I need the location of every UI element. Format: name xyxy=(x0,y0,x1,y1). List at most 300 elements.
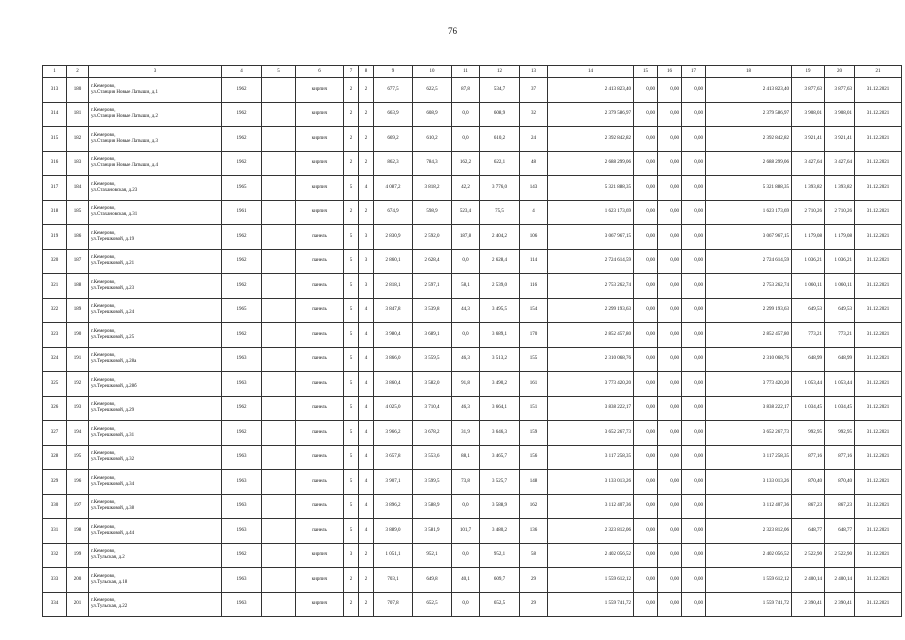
table-row xyxy=(43,323,902,348)
residents-count-cell: 148 xyxy=(520,470,548,495)
cost-cell-16: 0,00 xyxy=(658,519,682,544)
residential-area-cell: 3 588,9 xyxy=(480,494,520,519)
cost-cell-15: 0,00 xyxy=(634,568,658,593)
cost-cell-16: 0,00 xyxy=(658,200,682,225)
max-unit-cost-cell: 2 390,41 xyxy=(825,592,855,617)
residents-count-cell: 32 xyxy=(520,102,548,127)
table-row xyxy=(43,249,902,274)
item-number-cell: 201 xyxy=(67,592,89,617)
entrances-cell: 2 xyxy=(359,592,374,617)
residential-area-cell: 75,5 xyxy=(480,200,520,225)
address-city: г.Кемерово, xyxy=(91,475,116,481)
unit-cost-cell: 3 427,64 xyxy=(792,151,825,176)
max-unit-cost-cell: 877,16 xyxy=(825,445,855,470)
unit-cost-cell: 3 877,63 xyxy=(792,78,825,103)
floors-cell: 5 xyxy=(344,470,359,495)
wall-material-cell: панель xyxy=(296,494,344,519)
premises-area-cell: 598,9 xyxy=(413,200,452,225)
total-cost-cell: 2 310 068,76 xyxy=(548,347,634,372)
column-header-14: 14 xyxy=(548,66,634,78)
completion-date-cell: 31.12.2021 xyxy=(855,445,902,470)
column-header-20: 20 xyxy=(825,66,855,78)
completion-date-cell: 31.12.2021 xyxy=(855,151,902,176)
year-built-cell: 1962 xyxy=(222,274,262,299)
address-city: г.Кемерово, xyxy=(91,426,116,432)
address-cell xyxy=(89,421,222,446)
total-area-cell: 2 830,9 xyxy=(374,225,413,250)
residents-count-cell: 143 xyxy=(520,176,548,201)
table-row xyxy=(43,78,902,103)
completion-date-cell: 31.12.2021 xyxy=(855,470,902,495)
nonresidential-area-cell: 0,0 xyxy=(452,102,480,127)
address-city: г.Кемерово, xyxy=(91,451,116,457)
floors-cell: 5 xyxy=(344,274,359,299)
residents-count-cell: 155 xyxy=(520,347,548,372)
cost-cell-15: 0,00 xyxy=(634,78,658,103)
total-cost-cell: 2 852 457,80 xyxy=(548,323,634,348)
cost-cell-17: 0,00 xyxy=(682,494,706,519)
column-header-21: 21 xyxy=(855,66,902,78)
floors-cell: 5 xyxy=(344,494,359,519)
empty-cell xyxy=(262,151,296,176)
cost-cell-17: 0,00 xyxy=(682,519,706,544)
column-header-9: 9 xyxy=(374,66,413,78)
wall-material-cell: кирпич xyxy=(296,78,344,103)
year-built-cell: 1962 xyxy=(222,151,262,176)
max-unit-cost-cell: 1 060,11 xyxy=(825,274,855,299)
address-street: ул.Терешковой, д.24 xyxy=(91,310,135,316)
repair-cost-cell: 3 773 420,20 xyxy=(706,372,792,397)
cost-cell-16: 0,00 xyxy=(658,421,682,446)
wall-material-cell: панель xyxy=(296,421,344,446)
residential-area-cell: 3 513,2 xyxy=(480,347,520,372)
residential-area-cell: 3 664,1 xyxy=(480,396,520,421)
item-number-cell: 194 xyxy=(67,421,89,446)
address-street: ул.Терешковой, д.25 xyxy=(91,334,135,340)
completion-date-cell: 31.12.2021 xyxy=(855,347,902,372)
empty-cell xyxy=(262,494,296,519)
cost-cell-16: 0,00 xyxy=(658,494,682,519)
repair-cost-cell: 5 321 888,35 xyxy=(706,176,792,201)
column-header-8: 8 xyxy=(359,66,374,78)
completion-date-cell: 31.12.2021 xyxy=(855,323,902,348)
year-built-cell: 1963 xyxy=(222,445,262,470)
entrances-cell: 3 xyxy=(359,274,374,299)
item-number-cell: 200 xyxy=(67,568,89,593)
residential-area-cell: 534,7 xyxy=(480,78,520,103)
cost-cell-15: 0,00 xyxy=(634,494,658,519)
unit-cost-cell: 2 390,41 xyxy=(792,592,825,617)
total-area-cell: 707,8 xyxy=(374,592,413,617)
total-area-cell: 674,9 xyxy=(374,200,413,225)
premises-area-cell: 3 553,6 xyxy=(413,445,452,470)
cost-cell-16: 0,00 xyxy=(658,396,682,421)
entrances-cell: 3 xyxy=(359,249,374,274)
address-city: г.Кемерово, xyxy=(91,83,116,89)
wall-material-cell: кирпич xyxy=(296,568,344,593)
cost-cell-17: 0,00 xyxy=(682,151,706,176)
premises-area-cell: 3 559,5 xyxy=(413,347,452,372)
completion-date-cell: 31.12.2021 xyxy=(855,519,902,544)
table-row xyxy=(43,176,902,201)
table-row xyxy=(43,225,902,250)
total-cost-cell: 2 402 056,52 xyxy=(548,543,634,568)
cost-cell-16: 0,00 xyxy=(658,225,682,250)
premises-area-cell: 610,2 xyxy=(413,127,452,152)
repair-cost-cell: 3 067 967,15 xyxy=(706,225,792,250)
cost-cell-16: 0,00 xyxy=(658,78,682,103)
repair-cost-cell: 2 392 842,82 xyxy=(706,127,792,152)
empty-cell xyxy=(262,470,296,495)
completion-date-cell: 31.12.2021 xyxy=(855,102,902,127)
row-number-cell: 328 xyxy=(43,445,67,470)
wall-material-cell: панель xyxy=(296,519,344,544)
total-area-cell: 4 087,2 xyxy=(374,176,413,201)
total-area-cell: 4 025,0 xyxy=(374,396,413,421)
cost-cell-15: 0,00 xyxy=(634,274,658,299)
cost-cell-15: 0,00 xyxy=(634,249,658,274)
empty-cell xyxy=(262,592,296,617)
row-number-cell: 314 xyxy=(43,102,67,127)
max-unit-cost-cell: 2 522,90 xyxy=(825,543,855,568)
year-built-cell: 1963 xyxy=(222,494,262,519)
max-unit-cost-cell: 2 400,14 xyxy=(825,568,855,593)
premises-area-cell: 3 582,0 xyxy=(413,372,452,397)
cost-cell-17: 0,00 xyxy=(682,274,706,299)
item-number-cell: 199 xyxy=(67,543,89,568)
column-header-12: 12 xyxy=(480,66,520,78)
completion-date-cell: 31.12.2021 xyxy=(855,127,902,152)
address-city: г.Кемерово, xyxy=(91,132,116,138)
row-number-cell: 330 xyxy=(43,494,67,519)
address-city: г.Кемерово, xyxy=(91,230,116,236)
nonresidential-area-cell: 87,8 xyxy=(452,78,480,103)
residential-area-cell: 622,1 xyxy=(480,151,520,176)
unit-cost-cell: 992,95 xyxy=(792,421,825,446)
address-street: ул.Терешковой, д.29 xyxy=(91,408,135,414)
total-area-cell: 3 866,0 xyxy=(374,347,413,372)
item-number-cell: 191 xyxy=(67,347,89,372)
max-unit-cost-cell: 3 877,63 xyxy=(825,78,855,103)
cost-cell-17: 0,00 xyxy=(682,176,706,201)
completion-date-cell: 31.12.2021 xyxy=(855,543,902,568)
total-cost-cell: 2 299 193,63 xyxy=(548,298,634,323)
year-built-cell: 1963 xyxy=(222,372,262,397)
year-built-cell: 1962 xyxy=(222,127,262,152)
column-header-6: 6 xyxy=(296,66,344,78)
max-unit-cost-cell: 1 036,21 xyxy=(825,249,855,274)
total-cost-cell: 3 773 420,20 xyxy=(548,372,634,397)
floors-cell: 2 xyxy=(344,151,359,176)
address-street: ул.Терешковой, д.34 xyxy=(91,481,135,487)
cost-cell-16: 0,00 xyxy=(658,298,682,323)
max-unit-cost-cell: 870,40 xyxy=(825,470,855,495)
empty-cell xyxy=(262,396,296,421)
address-city: г.Кемерово, xyxy=(91,181,116,187)
cost-cell-17: 0,00 xyxy=(682,421,706,446)
year-built-cell: 1963 xyxy=(222,470,262,495)
floors-cell: 2 xyxy=(344,78,359,103)
residents-count-cell: 4 xyxy=(520,200,548,225)
address-cell xyxy=(89,494,222,519)
total-cost-cell: 2 379 586,97 xyxy=(548,102,634,127)
page-number: 76 xyxy=(448,26,457,36)
address-city: г.Кемерово, xyxy=(91,500,116,506)
address-street: ул.Терешковой, д.28а xyxy=(91,359,137,365)
premises-area-cell: 3 539,8 xyxy=(413,298,452,323)
row-number-cell: 334 xyxy=(43,592,67,617)
total-area-cell: 862,3 xyxy=(374,151,413,176)
repair-cost-cell: 1 559 612,12 xyxy=(706,568,792,593)
floors-cell: 5 xyxy=(344,225,359,250)
address-city: г.Кемерово, xyxy=(91,108,116,114)
address-cell xyxy=(89,396,222,421)
item-number-cell: 181 xyxy=(67,102,89,127)
table-row xyxy=(43,592,902,617)
address-cell xyxy=(89,470,222,495)
table-row xyxy=(43,470,902,495)
address-cell xyxy=(89,445,222,470)
year-built-cell: 1962 xyxy=(222,249,262,274)
residential-area-cell: 3 495,5 xyxy=(480,298,520,323)
unit-cost-cell: 649,53 xyxy=(792,298,825,323)
row-number-cell: 315 xyxy=(43,127,67,152)
housing-register-table xyxy=(42,65,902,617)
cost-cell-17: 0,00 xyxy=(682,323,706,348)
item-number-cell: 198 xyxy=(67,519,89,544)
cost-cell-15: 0,00 xyxy=(634,592,658,617)
nonresidential-area-cell: 0,0 xyxy=(452,494,480,519)
total-cost-cell: 2 413 823,40 xyxy=(548,78,634,103)
column-header-3: 3 xyxy=(89,66,222,78)
year-built-cell: 1963 xyxy=(222,592,262,617)
total-cost-cell: 3 133 013,26 xyxy=(548,470,634,495)
column-header-5: 5 xyxy=(262,66,296,78)
residents-count-cell: 29 xyxy=(520,592,548,617)
item-number-cell: 188 xyxy=(67,274,89,299)
table-row xyxy=(43,396,902,421)
repair-cost-cell: 2 379 586,97 xyxy=(706,102,792,127)
premises-area-cell: 3 588,9 xyxy=(413,494,452,519)
cost-cell-15: 0,00 xyxy=(634,372,658,397)
premises-area-cell: 3 678,2 xyxy=(413,421,452,446)
address-street: ул.Терешковой, д.19 xyxy=(91,236,135,242)
cost-cell-15: 0,00 xyxy=(634,396,658,421)
premises-area-cell: 784,3 xyxy=(413,151,452,176)
residential-area-cell: 2 628,4 xyxy=(480,249,520,274)
address-city: г.Кемерово, xyxy=(91,304,116,310)
address-city: г.Кемерово, xyxy=(91,157,116,163)
unit-cost-cell: 1 053,44 xyxy=(792,372,825,397)
residents-count-cell: 114 xyxy=(520,249,548,274)
residents-count-cell: 161 xyxy=(520,372,548,397)
table-row xyxy=(43,151,902,176)
address-cell xyxy=(89,323,222,348)
floors-cell: 5 xyxy=(344,372,359,397)
item-number-cell: 182 xyxy=(67,127,89,152)
wall-material-cell: панель xyxy=(296,323,344,348)
table-row xyxy=(43,102,902,127)
address-street: ул.Тульская, д.22 xyxy=(91,604,128,610)
nonresidential-area-cell: 162,2 xyxy=(452,151,480,176)
residential-area-cell: 2 404,2 xyxy=(480,225,520,250)
row-number-cell: 320 xyxy=(43,249,67,274)
repair-cost-cell: 1 623 173,69 xyxy=(706,200,792,225)
cost-cell-15: 0,00 xyxy=(634,102,658,127)
total-area-cell: 3 847,8 xyxy=(374,298,413,323)
repair-cost-cell: 3 133 013,26 xyxy=(706,470,792,495)
cost-cell-15: 0,00 xyxy=(634,176,658,201)
column-header-13: 13 xyxy=(520,66,548,78)
cost-cell-16: 0,00 xyxy=(658,127,682,152)
repair-cost-cell: 3 652 267,73 xyxy=(706,421,792,446)
premises-area-cell: 2 628,4 xyxy=(413,249,452,274)
year-built-cell: 1962 xyxy=(222,102,262,127)
residents-count-cell: 29 xyxy=(520,568,548,593)
address-street: ул.Станция Новые Латыши, д.2 xyxy=(91,114,158,120)
repair-cost-cell: 3 112 407,36 xyxy=(706,494,792,519)
address-city: г.Кемерово, xyxy=(91,328,116,334)
cost-cell-15: 0,00 xyxy=(634,519,658,544)
residential-area-cell: 3 465,7 xyxy=(480,445,520,470)
year-built-cell: 1962 xyxy=(222,78,262,103)
address-cell xyxy=(89,176,222,201)
wall-material-cell: панель xyxy=(296,298,344,323)
address-street: ул.Терешковой, д.38 xyxy=(91,506,135,512)
residential-area-cell: 610,2 xyxy=(480,127,520,152)
cost-cell-16: 0,00 xyxy=(658,372,682,397)
unit-cost-cell: 2 710,26 xyxy=(792,200,825,225)
nonresidential-area-cell: 0,0 xyxy=(452,127,480,152)
nonresidential-area-cell: 44,3 xyxy=(452,298,480,323)
total-cost-cell: 2 724 614,59 xyxy=(548,249,634,274)
max-unit-cost-cell: 1 053,44 xyxy=(825,372,855,397)
nonresidential-area-cell: 101,7 xyxy=(452,519,480,544)
cost-cell-17: 0,00 xyxy=(682,372,706,397)
floors-cell: 5 xyxy=(344,445,359,470)
completion-date-cell: 31.12.2021 xyxy=(855,225,902,250)
nonresidential-area-cell: 0,0 xyxy=(452,543,480,568)
item-number-cell: 180 xyxy=(67,78,89,103)
cost-cell-16: 0,00 xyxy=(658,568,682,593)
wall-material-cell: панель xyxy=(296,249,344,274)
nonresidential-area-cell: 58,1 xyxy=(452,274,480,299)
cost-cell-16: 0,00 xyxy=(658,249,682,274)
floors-cell: 5 xyxy=(344,298,359,323)
floors-cell: 3 xyxy=(344,543,359,568)
premises-area-cell: 652,5 xyxy=(413,592,452,617)
max-unit-cost-cell: 992,95 xyxy=(825,421,855,446)
wall-material-cell: панель xyxy=(296,274,344,299)
row-number-cell: 332 xyxy=(43,543,67,568)
cost-cell-15: 0,00 xyxy=(634,347,658,372)
entrances-cell: 4 xyxy=(359,396,374,421)
wall-material-cell: кирпич xyxy=(296,543,344,568)
empty-cell xyxy=(262,225,296,250)
empty-cell xyxy=(262,200,296,225)
total-area-cell: 669,2 xyxy=(374,127,413,152)
address-street: ул.Стахановская, д.31 xyxy=(91,212,138,218)
cost-cell-15: 0,00 xyxy=(634,470,658,495)
address-city: г.Кемерово, xyxy=(91,524,116,530)
residential-area-cell: 3 689,1 xyxy=(480,323,520,348)
unit-cost-cell: 2 400,14 xyxy=(792,568,825,593)
nonresidential-area-cell: 73,8 xyxy=(452,470,480,495)
row-number-cell: 327 xyxy=(43,421,67,446)
entrances-cell: 2 xyxy=(359,543,374,568)
address-street: ул.Терешковой, д.21 xyxy=(91,261,135,267)
max-unit-cost-cell: 3 427,64 xyxy=(825,151,855,176)
row-number-cell: 319 xyxy=(43,225,67,250)
address-street: ул.Станция Новые Латыши, д.1 xyxy=(91,89,158,95)
cost-cell-15: 0,00 xyxy=(634,200,658,225)
item-number-cell: 190 xyxy=(67,323,89,348)
cost-cell-16: 0,00 xyxy=(658,274,682,299)
total-area-cell: 3 896,2 xyxy=(374,494,413,519)
row-number-cell: 331 xyxy=(43,519,67,544)
max-unit-cost-cell: 3 921,41 xyxy=(825,127,855,152)
residential-area-cell: 3 646,3 xyxy=(480,421,520,446)
empty-cell xyxy=(262,421,296,446)
max-unit-cost-cell: 648,77 xyxy=(825,519,855,544)
item-number-cell: 185 xyxy=(67,200,89,225)
cost-cell-17: 0,00 xyxy=(682,347,706,372)
nonresidential-area-cell: 88,1 xyxy=(452,445,480,470)
max-unit-cost-cell: 649,53 xyxy=(825,298,855,323)
repair-cost-cell: 2 310 068,76 xyxy=(706,347,792,372)
row-number-cell: 321 xyxy=(43,274,67,299)
address-street: ул.Стахановская, д.23 xyxy=(91,187,138,193)
residential-area-cell: 952,1 xyxy=(480,543,520,568)
floors-cell: 2 xyxy=(344,592,359,617)
nonresidential-area-cell: 0,0 xyxy=(452,592,480,617)
column-header-11: 11 xyxy=(452,66,480,78)
cost-cell-15: 0,00 xyxy=(634,225,658,250)
empty-cell xyxy=(262,372,296,397)
table-row xyxy=(43,200,902,225)
address-street: ул.Терешковой, д.32 xyxy=(91,457,135,463)
nonresidential-area-cell: 42,2 xyxy=(452,176,480,201)
column-header-4: 4 xyxy=(222,66,262,78)
entrances-cell: 2 xyxy=(359,102,374,127)
nonresidential-area-cell: 46,3 xyxy=(452,396,480,421)
entrances-cell: 3 xyxy=(359,225,374,250)
completion-date-cell: 31.12.2021 xyxy=(855,494,902,519)
table-row xyxy=(43,568,902,593)
address-city: г.Кемерово, xyxy=(91,279,116,285)
column-header-2: 2 xyxy=(67,66,89,78)
repair-cost-cell: 2 753 262,74 xyxy=(706,274,792,299)
address-street: ул.Терешковой, д.23 xyxy=(91,285,135,291)
table-body xyxy=(43,78,902,617)
wall-material-cell: панель xyxy=(296,445,344,470)
nonresidential-area-cell: 46,3 xyxy=(452,347,480,372)
max-unit-cost-cell: 867,23 xyxy=(825,494,855,519)
completion-date-cell: 31.12.2021 xyxy=(855,592,902,617)
row-number-cell: 326 xyxy=(43,396,67,421)
cost-cell-16: 0,00 xyxy=(658,323,682,348)
total-area-cell: 663,9 xyxy=(374,102,413,127)
wall-material-cell: кирпич xyxy=(296,592,344,617)
cost-cell-15: 0,00 xyxy=(634,543,658,568)
row-number-cell: 329 xyxy=(43,470,67,495)
completion-date-cell: 31.12.2021 xyxy=(855,200,902,225)
address-cell xyxy=(89,372,222,397)
completion-date-cell: 31.12.2021 xyxy=(855,396,902,421)
empty-cell xyxy=(262,102,296,127)
unit-cost-cell: 773,21 xyxy=(792,323,825,348)
completion-date-cell: 31.12.2021 xyxy=(855,78,902,103)
